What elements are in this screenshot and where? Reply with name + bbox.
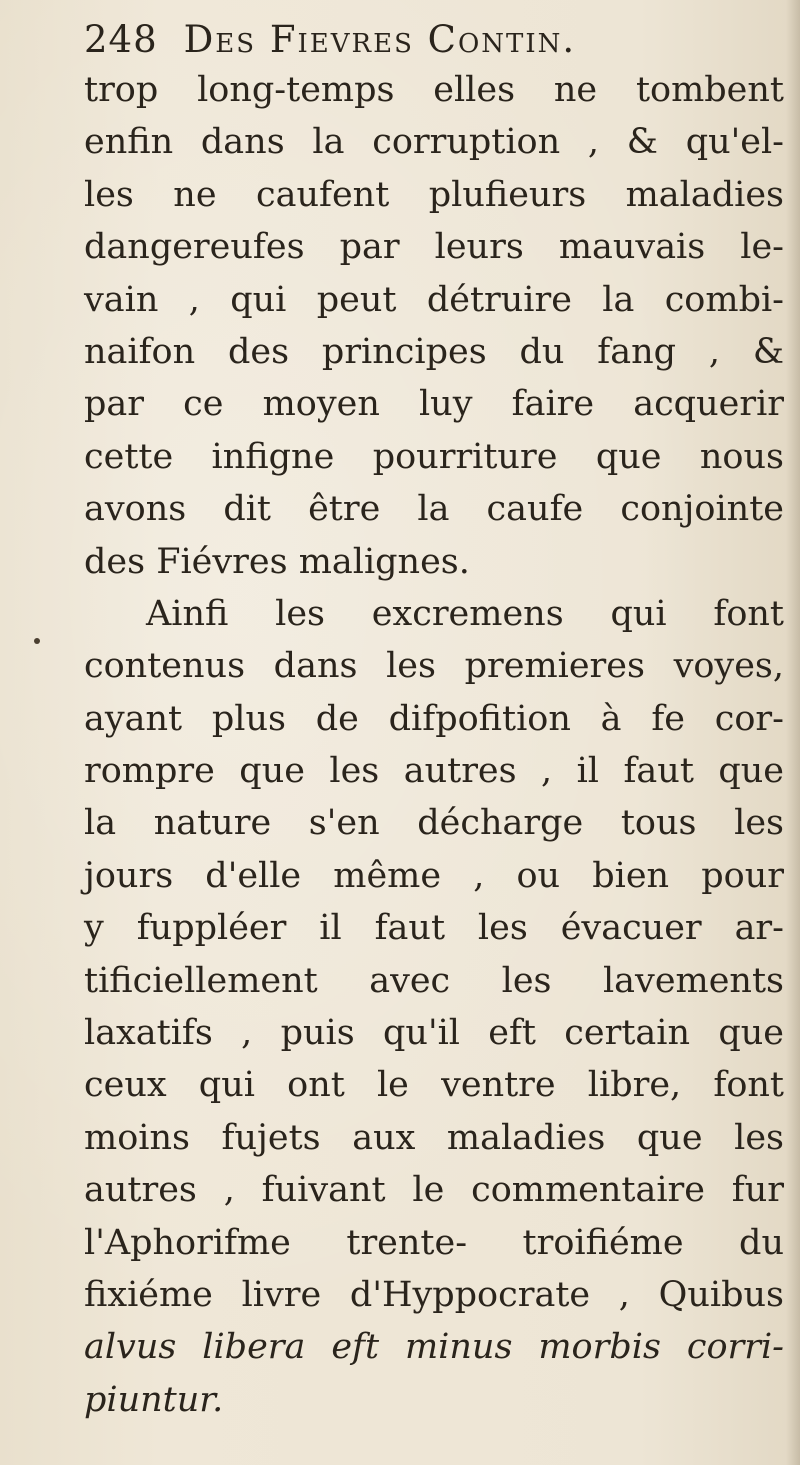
page-header [84, 14, 784, 66]
text-line: rompre que les autres , il faut que [84, 751, 784, 792]
text-line: trop long-temps elles ne tombent [84, 70, 784, 110]
text-line: dangereufes par leurs mauvais le- [84, 227, 784, 268]
latin-quote-line: piuntur. [84, 1379, 224, 1420]
text-line: par ce moyen luy faire acquerir [84, 384, 784, 425]
text-line: tificiellement avec les lavements [84, 960, 784, 1001]
text-line: Ainfi les excremens qui font [146, 593, 784, 634]
text-line: naifon des principes du fang , & [84, 331, 784, 372]
text-line: vain , qui peut détruire la combi- [84, 279, 784, 320]
running-title: Des Fievres Contin. [183, 18, 577, 61]
text-line: moins fujets aux maladies que les [84, 1117, 784, 1158]
text-line: y fuppléer il faut les évacuer ar- [84, 908, 784, 949]
text-line: autres , fuivant le commentaire fur [84, 1170, 784, 1211]
page-edge-shadow [786, 0, 800, 1465]
text-line: avons dit être la caufe conjointe [84, 489, 784, 530]
text-line: fixiéme livre d'Hyppocrate , Quibus [84, 1274, 784, 1315]
text-line: ayant plus de difpofition à fe cor- [84, 698, 784, 739]
latin-quote-line: alvus libera eft minus morbis corri- [84, 1327, 784, 1368]
body-text [84, 64, 784, 1426]
text-line: les ne caufent plufieurs maladies [84, 174, 784, 215]
text-line: l'Aphorifme trente- troifiéme du [84, 1222, 784, 1263]
text-line: cette infigne pourriture que nous [84, 436, 784, 477]
text-line: laxatifs , puis qu'il eft certain que [84, 1013, 784, 1054]
margin-ink-dot [34, 638, 40, 644]
text-line: enfin dans la corruption , & qu'el- [84, 122, 784, 163]
text-line: jours d'elle même , ou bien pour [84, 855, 784, 896]
text-line: des Fiévres malignes. [84, 541, 470, 582]
page-number: 248 [84, 18, 158, 61]
text-line: ceux qui ont le ventre libre, font [84, 1065, 784, 1106]
text-line: la nature s'en décharge tous les [84, 803, 784, 844]
text-line: contenus dans les premieres voyes, [84, 646, 784, 687]
